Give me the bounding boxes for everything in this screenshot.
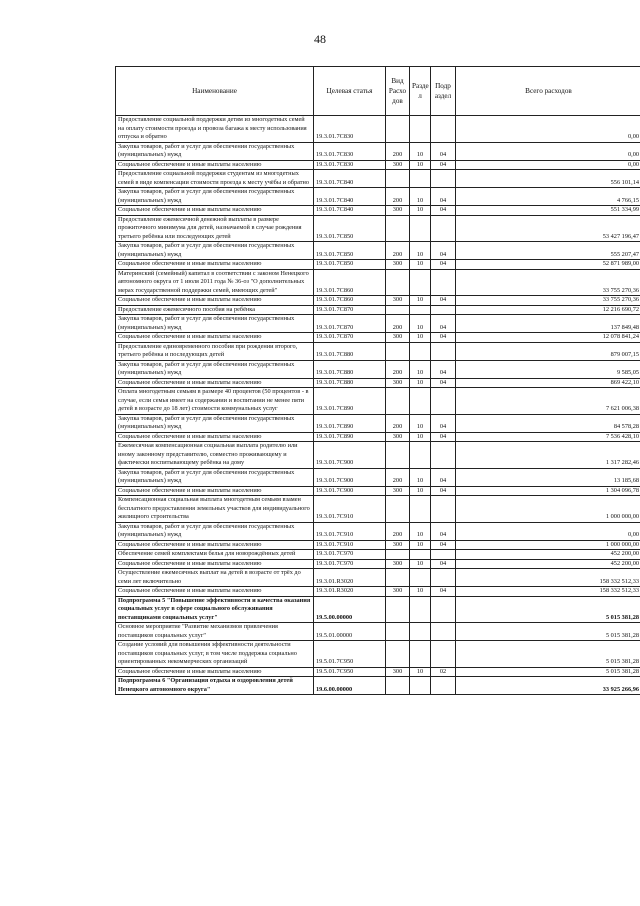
cell-total: 7 536 428,10 [456,432,640,442]
cell-total: 33 925 266,96 [456,677,640,695]
cell-expense-type [386,496,410,523]
cell-target-code: 19.3.01.7C910 [314,522,386,540]
cell-section [410,305,431,315]
cell-target-code: 19.3.01.7C850 [314,242,386,260]
cell-expense-type [386,388,410,415]
cell-target-code: 19.3.01.7C830 [314,116,386,143]
cell-expense-type: 300 [386,587,410,597]
cell-section [410,623,431,641]
cell-section: 10 [410,468,431,486]
cell-total: 12 078 841,24 [456,333,640,343]
cell-total: 452 200,00 [456,550,640,560]
cell-name: Закупка товаров, работ и услуг для обеспечения государственных (муниципальных) нужд [116,188,314,206]
cell-name: Материнский (семейный) капитал в соответствии с законом Ненецкого автономного округа от 1 июля 2011 года № 36-оз "О дополнительных мерах государственной поддержки семей, имеющих детей" [116,269,314,296]
cell-section [410,388,431,415]
header-total: Всего расходов [456,67,640,116]
table-row [116,623,640,641]
cell-name: Оплата многодетным семьям в размере 40 процентов (50 процентов - в случае, если семья имеет на содержании и воспитании не менее пяти детей в возрасте до 18 лет) стоимости коммунальных услуг [116,388,314,415]
cell-section: 10 [410,360,431,378]
cell-section: 10 [410,260,431,270]
cell-total: 5 015 381,28 [456,596,640,623]
cell-name: Социальное обеспечение и иные выплаты населению [116,486,314,496]
cell-total: 555 207,47 [456,242,640,260]
cell-target-code: 19.3.01.7C880 [314,378,386,388]
cell-subsection: 04 [431,188,456,206]
table-row [116,677,640,695]
table-row [116,269,640,296]
cell-target-code: 19.5.01.7C950 [314,667,386,677]
table-row [116,206,640,216]
cell-name: Закупка товаров, работ и услуг для обеспечения государственных (муниципальных) нужд [116,468,314,486]
cell-total: 0,00 [456,116,640,143]
cell-name: Предоставление ежемесячного пособия на ребёнка [116,305,314,315]
cell-total: 0,00 [456,160,640,170]
cell-name: Социальное обеспечение и иные выплаты населению [116,260,314,270]
cell-total: 158 332 512,33 [456,569,640,587]
table-row [116,522,640,540]
cell-subsection: 04 [431,432,456,442]
table-row [116,442,640,469]
cell-name: Предоставление социальной поддержки студентам из многодетных семей в виде компенсации стоимости проезда к месту учёбы и обратно [116,170,314,188]
cell-expense-type: 200 [386,188,410,206]
cell-section: 10 [410,333,431,343]
cell-target-code: 19.6.00.00000 [314,677,386,695]
header-razdel: Разде л [410,67,431,116]
cell-total: 5 015 381,28 [456,623,640,641]
cell-section [410,116,431,143]
cell-total: 1 304 096,78 [456,486,640,496]
table-row [116,116,640,143]
cell-total: 0,00 [456,142,640,160]
table-row [116,596,640,623]
cell-name: Социальное обеспечение и иные выплаты населению [116,540,314,550]
cell-expense-type [386,170,410,188]
cell-subsection: 04 [431,522,456,540]
cell-target-code: 19.3.01.7C840 [314,170,386,188]
cell-subsection: 04 [431,414,456,432]
cell-section [410,677,431,695]
cell-section: 10 [410,667,431,677]
cell-name: Социальное обеспечение и иные выплаты населению [116,432,314,442]
cell-subsection: 04 [431,468,456,486]
cell-section: 10 [410,206,431,216]
cell-expense-type [386,569,410,587]
table-row [116,315,640,333]
cell-name: Социальное обеспечение и иные выплаты населению [116,296,314,306]
cell-expense-type [386,596,410,623]
cell-expense-type [386,623,410,641]
cell-expense-type: 300 [386,160,410,170]
table-row [116,414,640,432]
cell-total: 9 585,05 [456,360,640,378]
cell-section: 10 [410,540,431,550]
cell-expense-type [386,269,410,296]
table-row [116,432,640,442]
cell-subsection: 04 [431,378,456,388]
cell-name: Социальное обеспечение и иные выплаты населению [116,667,314,677]
cell-target-code: 19.3.01.7C840 [314,206,386,216]
cell-name: Социальное обеспечение и иные выплаты населению [116,160,314,170]
cell-section [410,215,431,242]
cell-target-code: 19.3.01.R3020 [314,587,386,597]
cell-expense-type: 300 [386,260,410,270]
cell-total: 5 015 381,28 [456,667,640,677]
cell-total: 0,00 [456,522,640,540]
cell-name: Социальное обеспечение и иные выплаты населению [116,587,314,597]
cell-expense-type [386,305,410,315]
cell-target-code: 19.3.01.7C830 [314,142,386,160]
cell-total: 5 015 381,28 [456,641,640,668]
cell-target-code: 19.5.01.00000 [314,623,386,641]
cell-total: 158 332 512,33 [456,587,640,597]
cell-subsection [431,116,456,143]
table-row [116,378,640,388]
table-row [116,569,640,587]
cell-name: Закупка товаров, работ и услуг для обеспечения государственных (муниципальных) нужд [116,315,314,333]
table-row [116,667,640,677]
cell-expense-type [386,116,410,143]
cell-subsection [431,569,456,587]
cell-target-code: 19.3.01.7C850 [314,215,386,242]
cell-expense-type: 200 [386,468,410,486]
cell-name: Закупка товаров, работ и услуг для обеспечения государственных (муниципальных) нужд [116,360,314,378]
cell-total: 1 000 000,00 [456,496,640,523]
cell-name: Компенсационная социальная выплата многодетным семьям взамен бесплатного предоставления земельных участков для индивидуального жилищного строительства [116,496,314,523]
cell-section: 10 [410,160,431,170]
cell-total: 551 334,99 [456,206,640,216]
header-vid: Вид Расхо дов [386,67,410,116]
table-row [116,342,640,360]
cell-section [410,269,431,296]
cell-total: 1 317 282,46 [456,442,640,469]
cell-total: 1 000 000,00 [456,540,640,550]
cell-subsection: 04 [431,540,456,550]
cell-subsection [431,550,456,560]
cell-section [410,442,431,469]
cell-subsection: 02 [431,667,456,677]
cell-subsection: 04 [431,206,456,216]
cell-subsection [431,596,456,623]
cell-subsection [431,305,456,315]
cell-subsection: 04 [431,296,456,306]
cell-expense-type: 300 [386,378,410,388]
cell-expense-type: 300 [386,667,410,677]
cell-name: Обеспечение семей комплектами белья для новорождённых детей [116,550,314,560]
cell-name: Закупка товаров, работ и услуг для обеспечения государственных (муниципальных) нужд [116,142,314,160]
cell-subsection [431,496,456,523]
cell-name: Социальное обеспечение и иные выплаты населению [116,333,314,343]
cell-name: Социальное обеспечение и иные выплаты населению [116,206,314,216]
cell-target-code: 19.3.01.7C860 [314,269,386,296]
cell-section: 10 [410,414,431,432]
cell-section: 10 [410,378,431,388]
cell-target-code: 19.3.01.7C880 [314,360,386,378]
table-row [116,160,640,170]
cell-expense-type [386,641,410,668]
cell-name: Подпрограмма 6 "Организация отдыха и оздоровления детей Ненецкого автономного округа" [116,677,314,695]
cell-name: Закупка товаров, работ и услуг для обеспечения государственных (муниципальных) нужд [116,414,314,432]
cell-target-code: 19.3.01.7C900 [314,468,386,486]
cell-section: 10 [410,296,431,306]
cell-subsection: 04 [431,587,456,597]
cell-subsection: 04 [431,142,456,160]
cell-section [410,550,431,560]
cell-expense-type: 200 [386,522,410,540]
cell-target-code: 19.3.01.7C890 [314,388,386,415]
table-row [116,388,640,415]
cell-total: 556 101,14 [456,170,640,188]
cell-section: 10 [410,142,431,160]
cell-expense-type [386,550,410,560]
cell-subsection [431,623,456,641]
cell-subsection [431,170,456,188]
cell-target-code: 19.3.01.7C910 [314,540,386,550]
cell-total: 879 007,15 [456,342,640,360]
header-name: Наименование [116,67,314,116]
cell-total: 7 621 006,38 [456,388,640,415]
cell-total: 13 185,68 [456,468,640,486]
cell-expense-type: 300 [386,486,410,496]
cell-section [410,641,431,668]
cell-expense-type: 200 [386,242,410,260]
cell-total: 869 422,10 [456,378,640,388]
cell-expense-type: 300 [386,559,410,569]
cell-name: Основное мероприятие "Развитие механизмов привлечения поставщиков социальных услуг" [116,623,314,641]
cell-target-code: 19.3.01.7C830 [314,160,386,170]
table-row [116,550,640,560]
cell-section [410,170,431,188]
cell-subsection: 04 [431,559,456,569]
cell-total: 4 766,15 [456,188,640,206]
cell-name: Подпрограмма 5 "Повышение эффективности и качества оказания социальных услуг в сфере социального обслуживания поставщиками социальных услуг" [116,596,314,623]
cell-target-code: 19.3.01.7C900 [314,442,386,469]
cell-target-code: 19.3.01.7C840 [314,188,386,206]
cell-name: Социальное обеспечение и иные выплаты населению [116,378,314,388]
budget-table [115,66,640,695]
cell-expense-type [386,342,410,360]
table-row [116,486,640,496]
cell-subsection [431,269,456,296]
table-row [116,305,640,315]
cell-subsection [431,342,456,360]
cell-name: Социальное обеспечение и иные выплаты населению [116,559,314,569]
cell-total: 53 427 196,47 [456,215,640,242]
table-row [116,360,640,378]
table-body [116,116,640,695]
cell-name: Осуществление ежемесячных выплат на детей в возрасте от трёх до семи лет включительно [116,569,314,587]
cell-expense-type [386,215,410,242]
cell-section: 10 [410,432,431,442]
table-row [116,215,640,242]
table-row [116,242,640,260]
cell-expense-type [386,442,410,469]
cell-subsection: 04 [431,486,456,496]
cell-total: 52 871 989,00 [456,260,640,270]
cell-expense-type: 200 [386,360,410,378]
cell-target-code: 19.3.01.7C870 [314,305,386,315]
table-row [116,468,640,486]
table-row [116,260,640,270]
table-row [116,587,640,597]
cell-target-code: 19.3.01.7C870 [314,333,386,343]
cell-subsection: 04 [431,315,456,333]
header-podrazdel: Подр аздел [431,67,456,116]
cell-name: Предоставление ежемесячной денежной выплаты в размере прожиточного минимума для детей, назначаемой в случае рождения третьего ребёнка или последующих детей [116,215,314,242]
header-code: Целевая статья [314,67,386,116]
cell-expense-type: 300 [386,206,410,216]
cell-section: 10 [410,587,431,597]
cell-name: Закупка товаров, работ и услуг для обеспечения государственных (муниципальных) нужд [116,522,314,540]
cell-expense-type: 300 [386,432,410,442]
cell-section: 10 [410,315,431,333]
cell-total: 12 216 690,72 [456,305,640,315]
table-row [116,540,640,550]
cell-target-code: 19.3.01.7C890 [314,432,386,442]
cell-target-code: 19.3.01.7C970 [314,559,386,569]
cell-target-code: 19.3.01.7C850 [314,260,386,270]
cell-subsection [431,215,456,242]
cell-subsection [431,442,456,469]
table-row [116,188,640,206]
cell-section [410,569,431,587]
cell-expense-type: 200 [386,142,410,160]
cell-name: Предоставление социальной поддержки детям из многодетных семей на оплату стоимости проезда и провоза багажа к месту использования отпуска и обратно [116,116,314,143]
cell-target-code: 19.3.01.7C910 [314,496,386,523]
cell-section: 10 [410,242,431,260]
cell-target-code: 19.3.01.7C870 [314,315,386,333]
cell-total: 452 200,00 [456,559,640,569]
cell-subsection: 04 [431,360,456,378]
cell-section [410,342,431,360]
cell-target-code: 19.3.01.7C860 [314,296,386,306]
table-row [116,296,640,306]
cell-section: 10 [410,522,431,540]
cell-subsection [431,388,456,415]
cell-subsection [431,677,456,695]
cell-subsection: 04 [431,160,456,170]
cell-target-code: 19.3.01.7C880 [314,342,386,360]
cell-name: Предоставление единовременного пособия при рождении второго, третьего ребёнка и последующих детей [116,342,314,360]
cell-expense-type: 300 [386,296,410,306]
cell-name: Закупка товаров, работ и услуг для обеспечения государственных (муниципальных) нужд [116,242,314,260]
cell-target-code: 19.5.00.00000 [314,596,386,623]
cell-section [410,596,431,623]
cell-subsection: 04 [431,260,456,270]
table-row [116,559,640,569]
cell-section: 10 [410,486,431,496]
cell-subsection [431,641,456,668]
page-number: 48 [314,32,326,46]
cell-expense-type [386,677,410,695]
cell-expense-type: 300 [386,540,410,550]
table-row [116,142,640,160]
cell-total: 33 755 270,36 [456,269,640,296]
table-row [116,333,640,343]
cell-expense-type: 300 [386,333,410,343]
table-row [116,496,640,523]
cell-target-code: 19.5.01.7C950 [314,641,386,668]
cell-expense-type: 200 [386,315,410,333]
cell-section: 10 [410,188,431,206]
cell-target-code: 19.3.01.7C890 [314,414,386,432]
cell-total: 33 755 270,36 [456,296,640,306]
cell-section [410,496,431,523]
cell-target-code: 19.3.01.R3020 [314,569,386,587]
table-row [116,641,640,668]
cell-subsection: 04 [431,333,456,343]
table-header-row [116,67,640,116]
cell-target-code: 19.3.01.7C970 [314,550,386,560]
cell-name: Создание условий для повышения эффективности деятельности поставщиков социальных услуг, в том числе поддержка социально ориентированных некоммерческих организаций [116,641,314,668]
table-row [116,170,640,188]
cell-subsection: 04 [431,242,456,260]
cell-expense-type: 200 [386,414,410,432]
cell-total: 84 578,28 [456,414,640,432]
cell-section: 10 [410,559,431,569]
cell-name: Ежемесячная компенсационная социальная выплата родителю или иному законному представителю, совместно проживающему и фактически воспитывающему ребёнка на дому [116,442,314,469]
cell-target-code: 19.3.01.7C900 [314,486,386,496]
cell-total: 137 849,48 [456,315,640,333]
